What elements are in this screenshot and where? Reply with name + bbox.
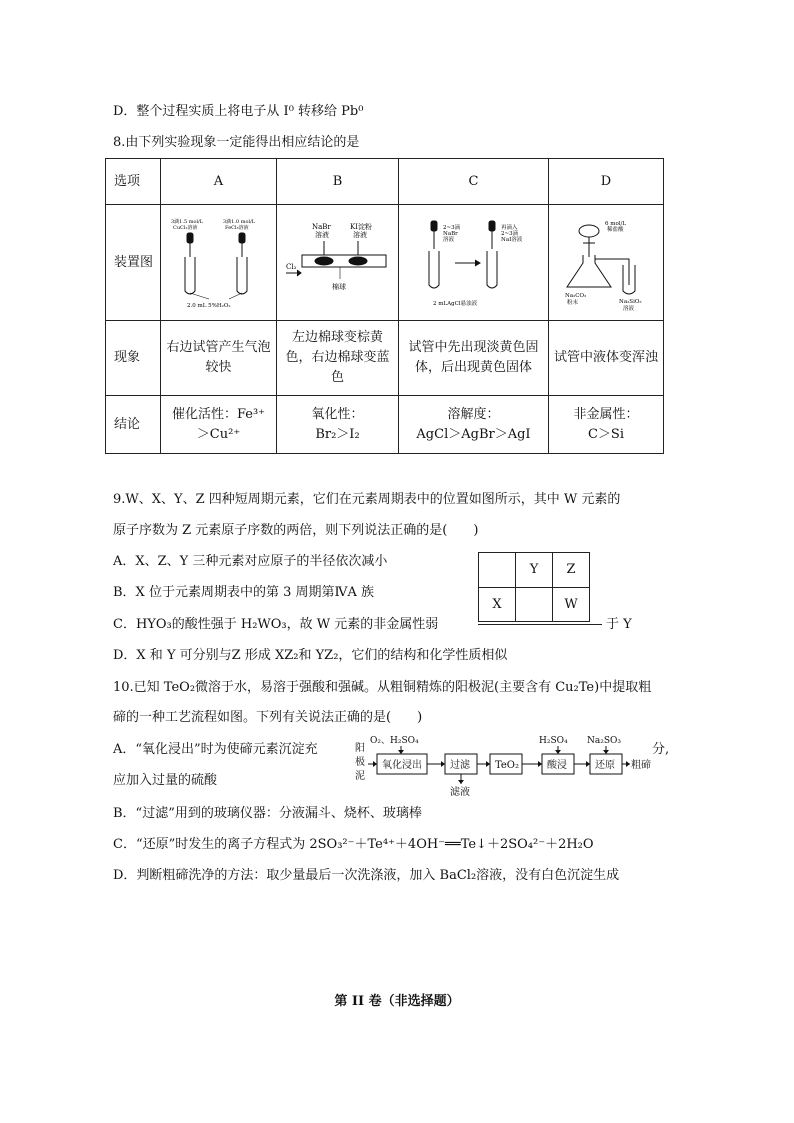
diag-a-left-drop: 3滴1.5 mol/L — [170, 218, 203, 225]
q9-option-c: C．HYO₃的酸性强于 H₂WO₃，故 W 元素的非金属性弱 — [113, 617, 439, 632]
flow-box3-label: TeO₂ — [495, 760, 520, 771]
phenomenon-b: 左边棉球变棕黄色，右边棉球变蓝色 — [277, 321, 399, 396]
diag-c-bottom: 2 mLAgCl悬浊液 — [432, 300, 477, 307]
row-label-phenomenon: 现象 — [106, 321, 161, 396]
conclusion-d-line2: C＞Si — [587, 426, 624, 442]
q9-option-d: D．X 和 Y 可分别与Z 形成 XZ₂和 YZ₂，它们的结构和化学性质相似 — [113, 648, 508, 663]
conclusion-c — [399, 396, 549, 454]
tube-diagram-b — [284, 213, 392, 313]
diag-a-right-sol: FeCl₃溶液 — [224, 224, 249, 231]
flask-diagram-d — [553, 213, 659, 313]
q9-stem-line2: 原子序数为 Z 元素原子序数的两倍，则下列说法正确的是( ) — [113, 523, 479, 538]
q10-option-a-line2: 应加入过量的硫酸 — [113, 773, 218, 788]
q9-option-c-tail: 于 Y — [606, 617, 632, 632]
conclusion-d — [549, 396, 664, 454]
q9-option-b: B．X 位于元素周期表中的第 3 周期第ⅣA 族 — [113, 585, 374, 600]
diag-d-r1: Na₂SiO₃ — [619, 298, 642, 305]
q9-stem-line1: 9.W、X、Y、Z 四种短周期元素，它们在元素周期表中的位置如图所示，其中 W 元素的 — [113, 492, 621, 507]
flow-reagent2: H₂SO₄ — [539, 736, 568, 746]
pt-cell-r2c3: W — [553, 587, 590, 622]
diag-d-r2: 溶液 — [623, 305, 635, 312]
experiment-table — [105, 158, 664, 454]
diag-b-ki2: 溶液 — [352, 230, 367, 239]
q8-stem: 8.由下列实验现象一定能得出相应结论的是 — [113, 135, 360, 150]
pt-cell-r2c2 — [516, 587, 553, 622]
pt-cell-r2c1: X — [479, 587, 516, 622]
flow-start-3: 泥 — [355, 771, 365, 782]
test-tube-diagram-a — [169, 213, 269, 313]
q10-option-a-line1: A．“氧化浸出”时为使碲元素沉淀充 — [113, 742, 318, 757]
diag-a-bottom: 2.0 mL 5%H₂O₂ — [186, 302, 231, 309]
test-tube-diagram-c — [405, 213, 543, 313]
header-c: C — [399, 159, 549, 205]
header-d: D — [549, 159, 664, 205]
conclusion-b — [277, 396, 399, 454]
flow-box4-label: 酸浸 — [547, 760, 567, 771]
diag-c-r3: NaI溶液 — [500, 236, 522, 243]
conclusion-c-line1: 溶解度： — [447, 406, 500, 422]
diag-c-l2: NaBr — [442, 230, 458, 237]
conclusion-a-line2: ＞Cu²⁺ — [196, 426, 241, 442]
diag-c-l3: 溶液 — [442, 236, 454, 243]
diag-b-nabr2: 溶液 — [314, 230, 329, 239]
header-option: 选项 — [106, 159, 161, 205]
conclusion-a-line1: 催化活性：Fe³⁺ — [171, 406, 266, 422]
flow-start-2: 极 — [355, 757, 365, 768]
conclusion-b-line2: Br₂＞I₂ — [315, 426, 360, 442]
header-b: B — [277, 159, 399, 205]
flow-filtrate: 滤液 — [450, 787, 470, 798]
q10-option-a-tail: 分, — [652, 742, 670, 757]
process-flow-diagram — [355, 735, 655, 801]
diagram-b — [277, 205, 399, 321]
diag-d-l1: Na₂CO₃ — [565, 292, 587, 299]
diagram-a — [161, 205, 277, 321]
diag-b-cl2: Cl₂ — [285, 262, 296, 271]
q9-option-a: A．X、Z、Y 三种元素对应原子的半径依次减小 — [113, 554, 388, 569]
diag-b-ki: KI淀粉 — [349, 222, 372, 231]
flow-reagent3: Na₂SO₃ — [587, 736, 622, 746]
diag-d-l2: 粉末 — [567, 299, 579, 306]
q10-option-c: C．“还原”时发生的离子方程式为 2SO₃²⁻＋Te⁴⁺＋4OH⁻══Te↓＋2SO₄²⁻＋2H₂O — [113, 837, 594, 852]
conclusion-d-line1: 非金属性： — [573, 406, 639, 422]
diag-a-left-sol: CuCl₂溶液 — [172, 224, 197, 231]
diag-c-r1: 再滴入 — [500, 224, 518, 231]
q7-option-d: D．整个过程实质上将电子从 I⁰ 转移给 Pb⁰ — [113, 104, 364, 119]
header-a: A — [161, 159, 277, 205]
row-label-conclusion: 结论 — [106, 396, 161, 454]
pt-cell-r1c2: Y — [516, 553, 553, 588]
phenomenon-d: 试管中液体变浑浊 — [549, 321, 664, 396]
section-title: 第 II 卷（非选择题） — [334, 994, 460, 1009]
phenomenon-a: 右边试管产生气泡较快 — [161, 321, 277, 396]
pt-cell-r1c1 — [479, 553, 516, 588]
flow-box1-label: 氧化浸出 — [382, 760, 422, 771]
pt-baseline — [478, 624, 602, 625]
diagram-d — [549, 205, 664, 321]
diag-d-acid2: 稀盐酸 — [607, 226, 624, 233]
pt-cell-r1c3: Z — [553, 553, 590, 588]
diagram-c — [399, 205, 549, 321]
diag-c-r2: 2~3滴 — [500, 230, 518, 237]
q10-stem-line2: 碲的一种工艺流程如图。下列有关说法正确的是( ) — [113, 710, 423, 725]
diag-b-ball: 棉球 — [331, 282, 346, 291]
diag-a-right-drop: 3滴1.0 mol/L — [222, 218, 255, 225]
phenomenon-c: 试管中先出现淡黄色固体，后出现黄色固体 — [399, 321, 549, 396]
flow-end: 粗碲 — [631, 760, 651, 771]
diag-c-l1: 2~3滴 — [442, 224, 460, 231]
flow-start-1: 阳 — [355, 743, 365, 754]
flow-reagent1: O₂、H₂SO₄ — [370, 736, 419, 746]
row-label-apparatus: 装置图 — [106, 205, 161, 321]
diag-b-nabr: NaBr — [311, 222, 331, 231]
periodic-table-fragment — [478, 552, 590, 622]
conclusion-a — [161, 396, 277, 454]
flow-box5-label: 还原 — [595, 760, 615, 771]
q10-option-d: D．判断粗碲洗净的方法：取少量最后一次洗涤液，加入 BaCl₂溶液，没有白色沉淀生成 — [113, 868, 620, 883]
conclusion-b-line1: 氧化性： — [311, 406, 364, 422]
flow-box2-label: 过滤 — [450, 760, 470, 771]
q10-option-b: B．“过滤”用到的玻璃仪器：分液漏斗、烧杯、玻璃棒 — [113, 806, 422, 821]
diag-d-acid1: 6 mol/L — [605, 220, 627, 227]
conclusion-c-line2: AgCl＞AgBr＞AgI — [416, 426, 531, 442]
q10-stem-line1: 10.已知 TeO₂微溶于水，易溶于强酸和强碱。从粗铜精炼的阳极泥(主要含有 Cu₂Te)中提取粗 — [113, 680, 652, 695]
